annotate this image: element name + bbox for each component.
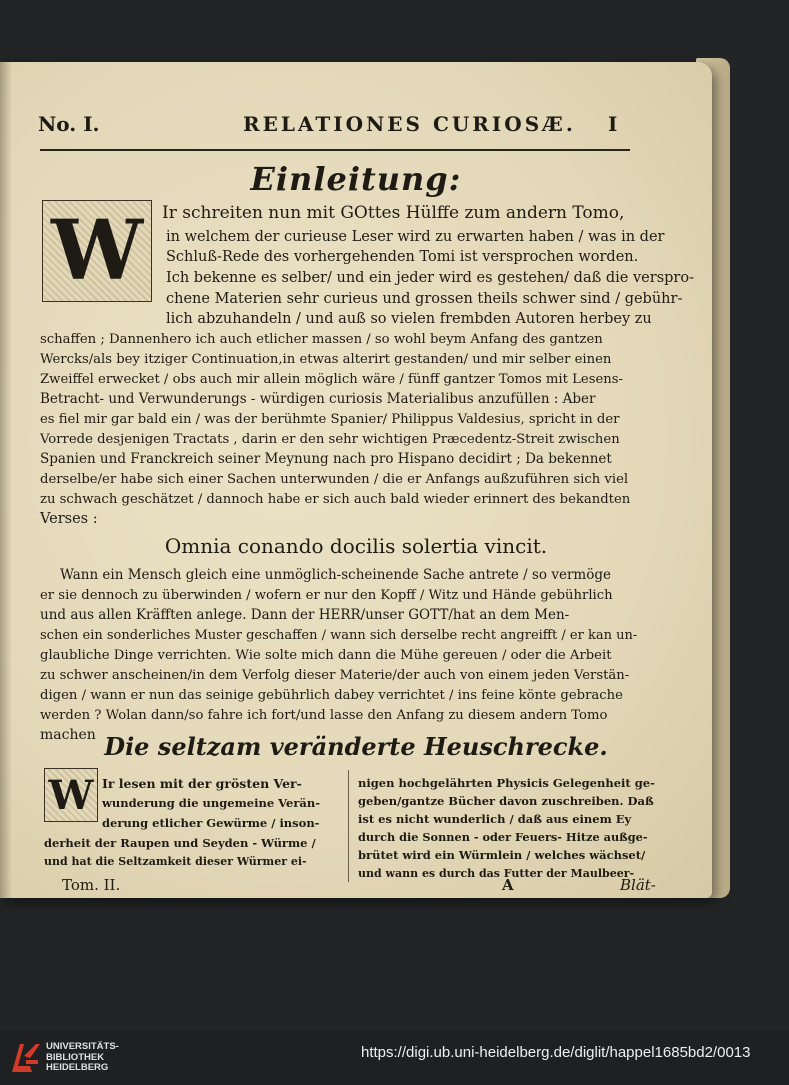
header-rule — [40, 149, 630, 151]
text-line: glaubliche Dinge verrichten. Wie solte mich dann die Mühe gereuen / oder die Arbeit — [40, 648, 612, 663]
chapter-heading: Einleitung: — [250, 160, 462, 198]
text-line: chene Materien sehr curieus und grossen theils schwer sind / gebühr- — [166, 291, 683, 307]
volume-mark: Tom. II. — [62, 876, 121, 894]
running-header — [38, 112, 638, 142]
text-line: Ir schreiten nun mit GOttes Hülffe zum andern Tomo, — [162, 203, 625, 223]
text-line: digen / wann er nun das seinige gebührlich dabey verrichtet / ins feine könte gebrache — [40, 688, 623, 703]
book-page — [0, 62, 712, 898]
header-title: RELATIONES CURIOSÆ. — [243, 112, 576, 136]
permalink-url[interactable]: https://digi.ub.uni-heidelberg.de/diglit/happel1685bd2/0013 — [361, 1044, 751, 1061]
text-line: derselbe/er habe sich einer Sachen unterwunden / die er Anfangs außzuführen sich viel — [40, 472, 629, 487]
text-line: schen ein sonderliches Muster geschaffen / wann sich derselbe recht angreifft / er kan un- — [40, 628, 638, 643]
text-line: derung etlicher Gewürme / inson- — [102, 816, 320, 830]
text-line: lich abzuhandeln / und auß so vielen frembden Autoren herbey zu — [166, 311, 652, 327]
text-line: Zweiffel erwecket / obs auch mir allein möglich wäre / fünff gantzer Tomos mit Lesens- — [40, 372, 623, 387]
text-line: zu schwer anscheinen/in dem Verfolg dieser Materie/der auch von einem jeden Verstän- — [40, 668, 630, 683]
text-line: Schluß-Rede des vorhergehenden Tomi ist versprochen worden. — [166, 249, 639, 265]
column-divider — [348, 770, 349, 882]
logo-line: BIBLIOTHEK — [46, 1051, 105, 1063]
text-line: Spanien und Franckreich seiner Meynung nach pro Hispano decidirt ; Da bekennet — [40, 451, 612, 467]
text-line: ist es nicht wunderlich / daß aus einem Ey — [358, 812, 632, 826]
logo-line: HEIDELBERG — [46, 1062, 109, 1073]
text-line: Wercks/als bey itziger Continuation,in etwas alterirt gestanden/ und mir selber einen — [40, 352, 612, 367]
text-line: es fiel mir gar bald ein / was der berühmte Spanier/ Philippus Valdesius, spricht in der — [40, 412, 620, 427]
section-heading: Die seltzam veränderte Heuschrecke. — [104, 732, 608, 761]
text-line: derheit der Raupen und Seyden - Würme / — [44, 836, 316, 850]
text-line: brütet wird ein Würmlein / welches wächset/ — [358, 848, 646, 862]
text-line: in welchem der curieuse Leser wird zu erwarten haben / was in der — [166, 229, 665, 245]
text-line: Ir lesen mit der grösten Ver- — [102, 776, 302, 791]
latin-motto: Omnia conando docilis solertia vincit. — [164, 534, 548, 558]
text-line: durch die Sonnen - oder Feuers- Hitze außge- — [358, 830, 648, 844]
footer-bar — [0, 1030, 789, 1085]
library-logo-text[interactable] — [46, 1042, 119, 1074]
text-line: Vorrede desjenigen Tractats , darin er den sehr wichtigen Præcedentz-Streit zwischen — [40, 432, 620, 447]
text-line: wunderung die ungemeine Verän- — [102, 796, 320, 810]
library-logo-icon[interactable] — [8, 1038, 42, 1076]
text-line: schaffen ; Dannenhero ich auch etlicher massen / so wohl beym Anfang des gantzen — [40, 332, 603, 347]
header-number: No. I. — [38, 112, 100, 136]
logo-line: UNIVERSITÄTS- — [46, 1041, 119, 1052]
text-line: und wann es durch das Futter der Maulbeer- — [358, 867, 635, 880]
text-line: Verses : — [40, 511, 98, 527]
ornamental-initial: W — [42, 200, 152, 302]
signature-mark: A — [502, 876, 514, 894]
header-page-number: I — [608, 112, 618, 136]
text-line: Wann ein Mensch gleich eine unmöglich-scheinende Sache antrete / so vermöge — [60, 567, 611, 583]
text-line: Betracht- und Verwunderungs - würdigen curiosis Materialibus anzufüllen : Aber — [40, 391, 596, 407]
text-line: und hat die Seltzamkeit dieser Würmer ei- — [44, 855, 307, 868]
section-initial: W — [44, 768, 98, 822]
text-line: zu schwach geschätzet / dannoch habe er sich auch bald wieder erinnert des bekandten — [40, 492, 631, 507]
text-line: er sie dennoch zu überwinden / wofern er nur den Kopff / Witz und Hände gebührlich — [40, 588, 613, 603]
text-line: werden ? Wolan dann/so fahre ich fort/und lasse den Anfang zu diesem andern Tomo — [40, 708, 608, 723]
text-line: Ich bekenne es selber/ und ein jeder wird es gestehen/ daß die verspro- — [166, 270, 694, 286]
text-line: machen — [40, 727, 96, 743]
catchword: Blät- — [620, 876, 656, 894]
text-line: nigen hochgelährten Physicis Gelegenheit ge- — [358, 776, 655, 790]
text-line: und aus allen Kräfften anlege. Dann der HERR/unser GOTT/hat an dem Men- — [40, 607, 570, 623]
text-line: geben/gantze Bücher davon zuschreiben. Daß — [358, 794, 654, 808]
